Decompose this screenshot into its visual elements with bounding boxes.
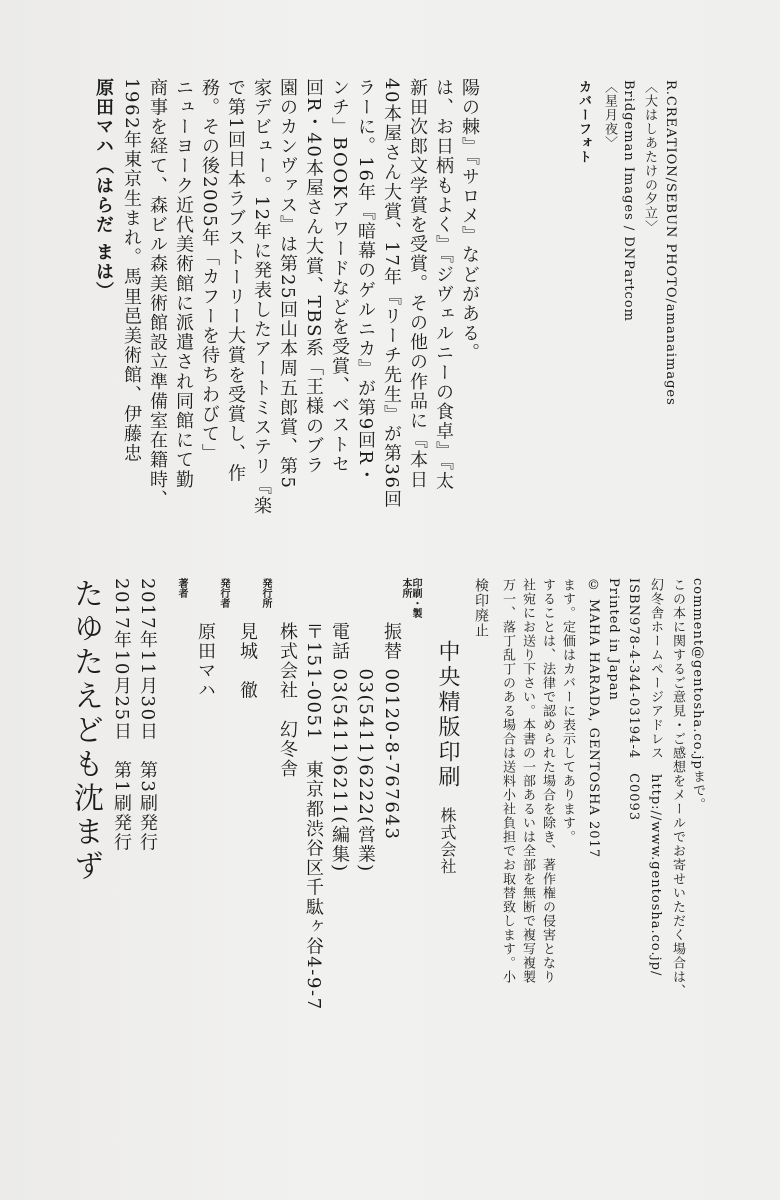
edition-line: 2017年10月25日 第1刷発行 xyxy=(111,578,132,853)
author-bio-line: 商事を経て、森ビル森美術館設立準備室在籍時、 xyxy=(147,78,168,510)
author-bio-line: 新田次郎文学賞を受賞。その他の作品に『本日 xyxy=(407,78,428,490)
author-bio-line: ラーに。16年『暗幕のゲルニカ』が第9回R・ xyxy=(355,78,376,486)
homepage-line: 幻冬舎ホームページアドレス http://www.gentosha.co.jp/ xyxy=(648,578,663,977)
author-bio-line: 回R・40本屋さん大賞、TBS系「王様のブラ xyxy=(303,78,324,476)
notice-line: 万一、落丁乱丁のある場合は送料小社負担でお取替致します。小 xyxy=(500,578,515,984)
stamp-note: 検印廃止 xyxy=(473,578,489,638)
cover-photo-heading: カバーフォト xyxy=(576,80,591,164)
author-bio-line: ニューヨーク近代美術館に派遣され同館にて勤 xyxy=(173,78,194,490)
publisher-label: 発行所 xyxy=(260,578,271,608)
edition-line: 2017年11月30日 第3刷発行 xyxy=(137,578,158,853)
cover-photo-credit: Bridgeman Images / DNPartcom xyxy=(621,80,636,322)
isbn-line: ISBN978-4-344-03194-4 C0093 xyxy=(626,578,641,822)
author-bio-heading: 原田マハ（はらだ まは） xyxy=(93,78,114,302)
author-bio-line: で第1回日本ラブストーリー大賞を受賞し、作 xyxy=(225,78,246,484)
feedback-email-line: comment@gentosha.co.jpまで。 xyxy=(690,578,705,812)
author-bio-line: 園のカンヴァス』は第25回山本周五郎賞、第5 xyxy=(277,78,298,490)
cover-photo-credit: 〈大はしあたけの夕立〉 xyxy=(642,80,657,234)
printed-in-line: Printed in Japan xyxy=(606,578,621,701)
publisher-person-label: 発行者 xyxy=(218,578,229,608)
publisher-transfer: 振替 00120-8-767643 xyxy=(381,622,402,841)
book-title: たゆたえども沈まず xyxy=(68,578,103,884)
publisher-address: 〒151-0051 東京都渋谷区千駄ヶ谷4-9-7 xyxy=(303,622,324,1011)
publisher-person-name: 見城 徹 xyxy=(237,622,258,701)
notice-line: することは、法律で認められた場合を除き、著作権の侵害となり xyxy=(540,578,555,984)
copyright-line: © MAHA HARADA, GENTOSHA 2017 xyxy=(586,578,601,859)
author-bio-line: 家デビュー。12年に発表したアートミステリ『楽 xyxy=(251,78,272,516)
author-bio-line: 1962年東京生まれ。馬里邑美術館、伊藤忠 xyxy=(121,78,142,464)
author-bio-line: 40本屋さん大賞、17年『リーチ先生』が第36回 xyxy=(381,78,402,510)
author-label: 著者 xyxy=(176,578,187,598)
printer-name xyxy=(436,640,458,875)
feedback-line: この本に関するご意見・ご感想をメールでお寄せいただく場合は、 xyxy=(670,578,685,998)
author-name: 原田マハ xyxy=(195,622,216,701)
author-bio-line: ンチ」BOOKアワードなどを受賞、ベストセ xyxy=(329,78,350,475)
notice-line: ます。定価はカバーに表示してあります。 xyxy=(560,578,575,844)
printer-label: 印刷・製本所 xyxy=(400,578,421,618)
author-bio-line: 務。その後2005年「カフーを待ちわびて」 xyxy=(199,78,220,464)
publisher-phone: 電話 03(5411)6211(編集) xyxy=(329,622,350,873)
publisher-phone: 03(5411)6222(営業) xyxy=(355,622,376,873)
publisher-name: 株式会社 幻冬舎 xyxy=(277,622,298,779)
notice-line: 社宛にお送り下さい。本書の一部あるいは全部を無断で複写複製 xyxy=(520,578,535,984)
author-bio-line: は、お日柄もよく』『ジヴェルニーの食卓』『太 xyxy=(433,78,454,492)
author-bio-line: 陽の棘』『サロメ』などがある。 xyxy=(459,78,480,363)
cover-photo-credit: 〈星月夜〉 xyxy=(602,80,617,150)
printer-suffix: 株式会社 xyxy=(438,807,457,875)
printer-name-text: 中央精版印刷 xyxy=(435,640,460,790)
cover-photo-credit: R.CREATION/SEBUN PHOTO/amanaimages xyxy=(663,80,678,406)
